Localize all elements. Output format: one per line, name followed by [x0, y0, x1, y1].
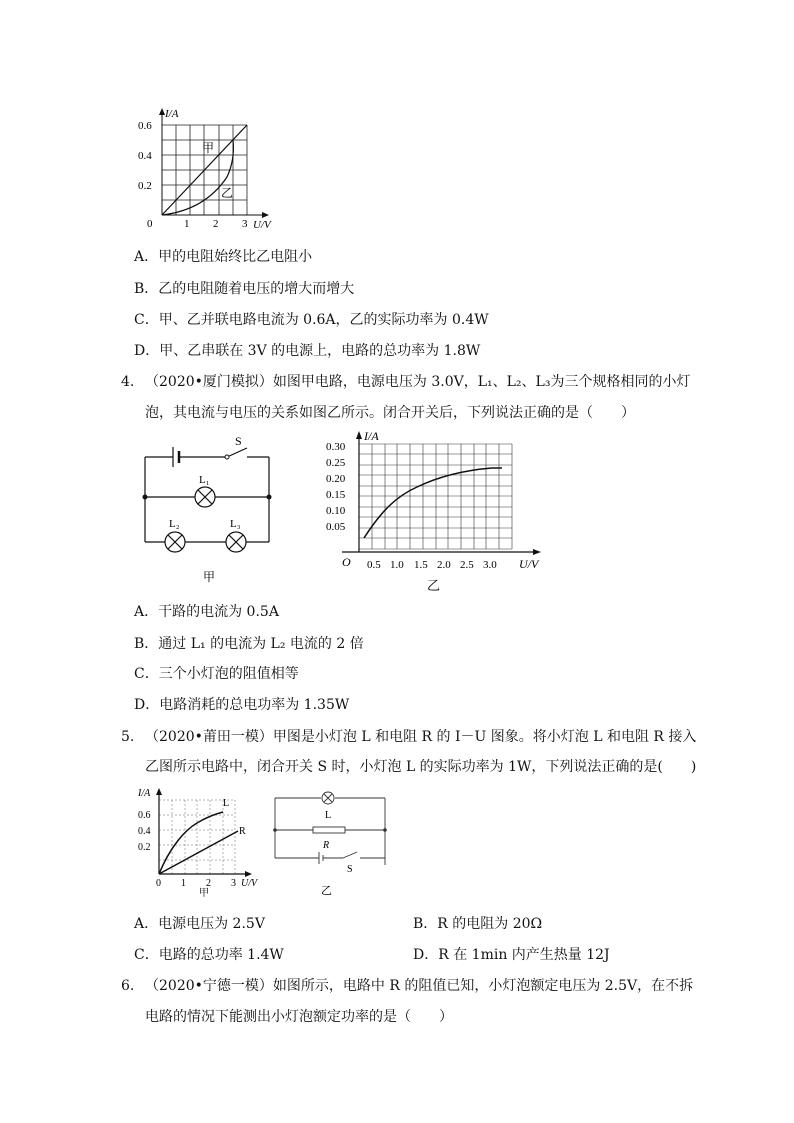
q4-ytick: 0.10	[326, 505, 346, 517]
q5-number: 5.	[121, 729, 135, 745]
switch-blade	[343, 852, 357, 858]
q4-xlabel: U/V	[519, 557, 539, 571]
q3-ytick: 0.2	[138, 180, 152, 192]
q6-stem-line1: （2020•宁德一模）如图所示，电路中 R 的阻值已知，小灯泡额定电压为 2.5V，在不拆	[145, 978, 694, 994]
q3-option-c[interactable]: C．甲、乙并联电路电流为 0.6A，乙的实际功率为 0.4W	[134, 312, 489, 328]
q4-xtick: 2.0	[437, 559, 451, 571]
q3-option-a[interactable]: A．甲的电阻始终比乙电阻小	[134, 249, 313, 265]
q4-xtick: 1.5	[414, 559, 428, 571]
q5-stem-line2: 乙图所示电路中，闭合开关 S 时，小灯泡 L 的实际功率为 1W，下列说法正确的是( )	[145, 759, 697, 775]
q4-graph-caption: 乙	[427, 578, 441, 593]
q4-ytick: 0.25	[326, 457, 346, 469]
q3-xtick: 0	[147, 218, 153, 230]
q4-option-a[interactable]: A．干路的电流为 0.5A	[134, 604, 279, 620]
q4-stem-line1: （2020•厦门模拟）如图甲电路，电源电压为 3.0V，L₁、L₂、L₃为三个规格相同的小灯	[145, 374, 691, 390]
q5-curve-l	[159, 812, 223, 874]
q4-l1-label: L₁	[199, 474, 210, 486]
q4-xtick: 2.5	[460, 559, 474, 571]
q5-circuit-r-label: R	[323, 840, 330, 851]
q6-number: 6.	[121, 978, 135, 994]
q5-xtick: 3	[231, 878, 236, 889]
q3-option-d[interactable]: D．甲、乙串联在 3V 的电源上，电路的总功率为 1.8W	[134, 343, 481, 359]
q5-stem-line1: （2020•莆田一模）甲图是小灯泡 L 和电阻 R 的 I－U 图象。将小灯泡 L 和电阻 R 接入	[145, 729, 697, 745]
q3-xtick: 2	[213, 218, 219, 230]
q5-xtick: 1	[181, 878, 186, 889]
q5-xtick: 2	[206, 878, 211, 889]
q5-ytick: 0.2	[138, 842, 151, 853]
q5-option-d[interactable]: D．R 在 1min 内产生热量 12J	[413, 947, 610, 963]
q4-origin: O	[342, 555, 351, 569]
q4-l3-label: L₃	[230, 518, 241, 530]
q5-circuit-yi	[265, 790, 395, 900]
q4-ytick: 0.15	[326, 489, 346, 501]
q3-iu-graph	[135, 105, 280, 230]
q3-label-yi: 乙	[221, 186, 234, 200]
switch-blade	[227, 448, 247, 457]
q5-curve-r	[159, 831, 238, 874]
q5-graph-caption: 甲	[199, 888, 209, 899]
q5-option-c[interactable]: C．电路的总功率 1.4W	[134, 947, 284, 963]
q5-iu-graph	[135, 785, 270, 900]
q3-xtick: 1	[184, 218, 190, 230]
q5-ytick: 0.4	[138, 826, 151, 837]
q4-l2-label: L₂	[169, 518, 180, 530]
q4-iu-graph	[322, 430, 552, 595]
q5-grid	[159, 800, 235, 874]
q5-circuit-caption: 乙	[321, 885, 332, 897]
q4-option-b[interactable]: B．通过 L₁ 的电流为 L₂ 电流的 2 倍	[134, 636, 364, 652]
q4-xtick: 0.5	[367, 559, 381, 571]
q5-label-l: L	[223, 798, 230, 809]
q4-ytick: 0.30	[326, 441, 346, 453]
q3-ytick: 0.6	[138, 120, 152, 132]
q5-xtick: 0	[156, 878, 161, 889]
q4-stem-line2: 泡，其电流与电压的关系如图乙所示。闭合开关后，下列说法正确的是（ ）	[145, 405, 635, 421]
resistor-r	[313, 827, 345, 833]
q4-ylabel: I/A	[364, 430, 379, 443]
q3-option-b[interactable]: B．乙的电阻随着电压的增大而增大	[134, 281, 355, 297]
q3-xlabel: U/V	[253, 219, 271, 230]
q4-circuit-jia	[135, 430, 285, 590]
q4-number: 4.	[121, 374, 135, 390]
q5-circuit-l-label: L	[325, 810, 332, 821]
q4-xtick: 1.0	[390, 559, 404, 571]
q3-ylabel: I/A	[165, 108, 179, 120]
q3-xtick: 3	[242, 218, 248, 230]
q5-ytick: 0.6	[138, 810, 151, 821]
q3-ytick: 0.4	[138, 150, 152, 162]
q4-xtick: 3.0	[483, 559, 497, 571]
q4-ytick: 0.20	[326, 473, 346, 485]
q5-option-a[interactable]: A．电源电压为 2.5V	[134, 916, 265, 932]
q4-circuit-caption: 甲	[203, 570, 216, 584]
q4-switch-label: S	[235, 434, 242, 448]
q5-ylabel: I/A	[138, 788, 151, 799]
q5-option-b[interactable]: B．R 的电阻为 20Ω	[413, 916, 543, 932]
q4-option-d[interactable]: D．电路消耗的总电功率为 1.35W	[134, 697, 350, 713]
q5-circuit-s-label: S	[347, 864, 353, 875]
q5-label-r: R	[239, 826, 246, 837]
q4-grid	[359, 444, 512, 549]
q6-stem-line2: 电路的情况下能测出小灯泡额定功率的是（ ）	[145, 1009, 453, 1025]
q3-label-jia: 甲	[202, 141, 215, 155]
q4-option-c[interactable]: C．三个小灯泡的阻值相等	[134, 666, 299, 682]
q5-xlabel: U/V	[241, 878, 258, 889]
q4-ytick: 0.05	[326, 521, 346, 533]
